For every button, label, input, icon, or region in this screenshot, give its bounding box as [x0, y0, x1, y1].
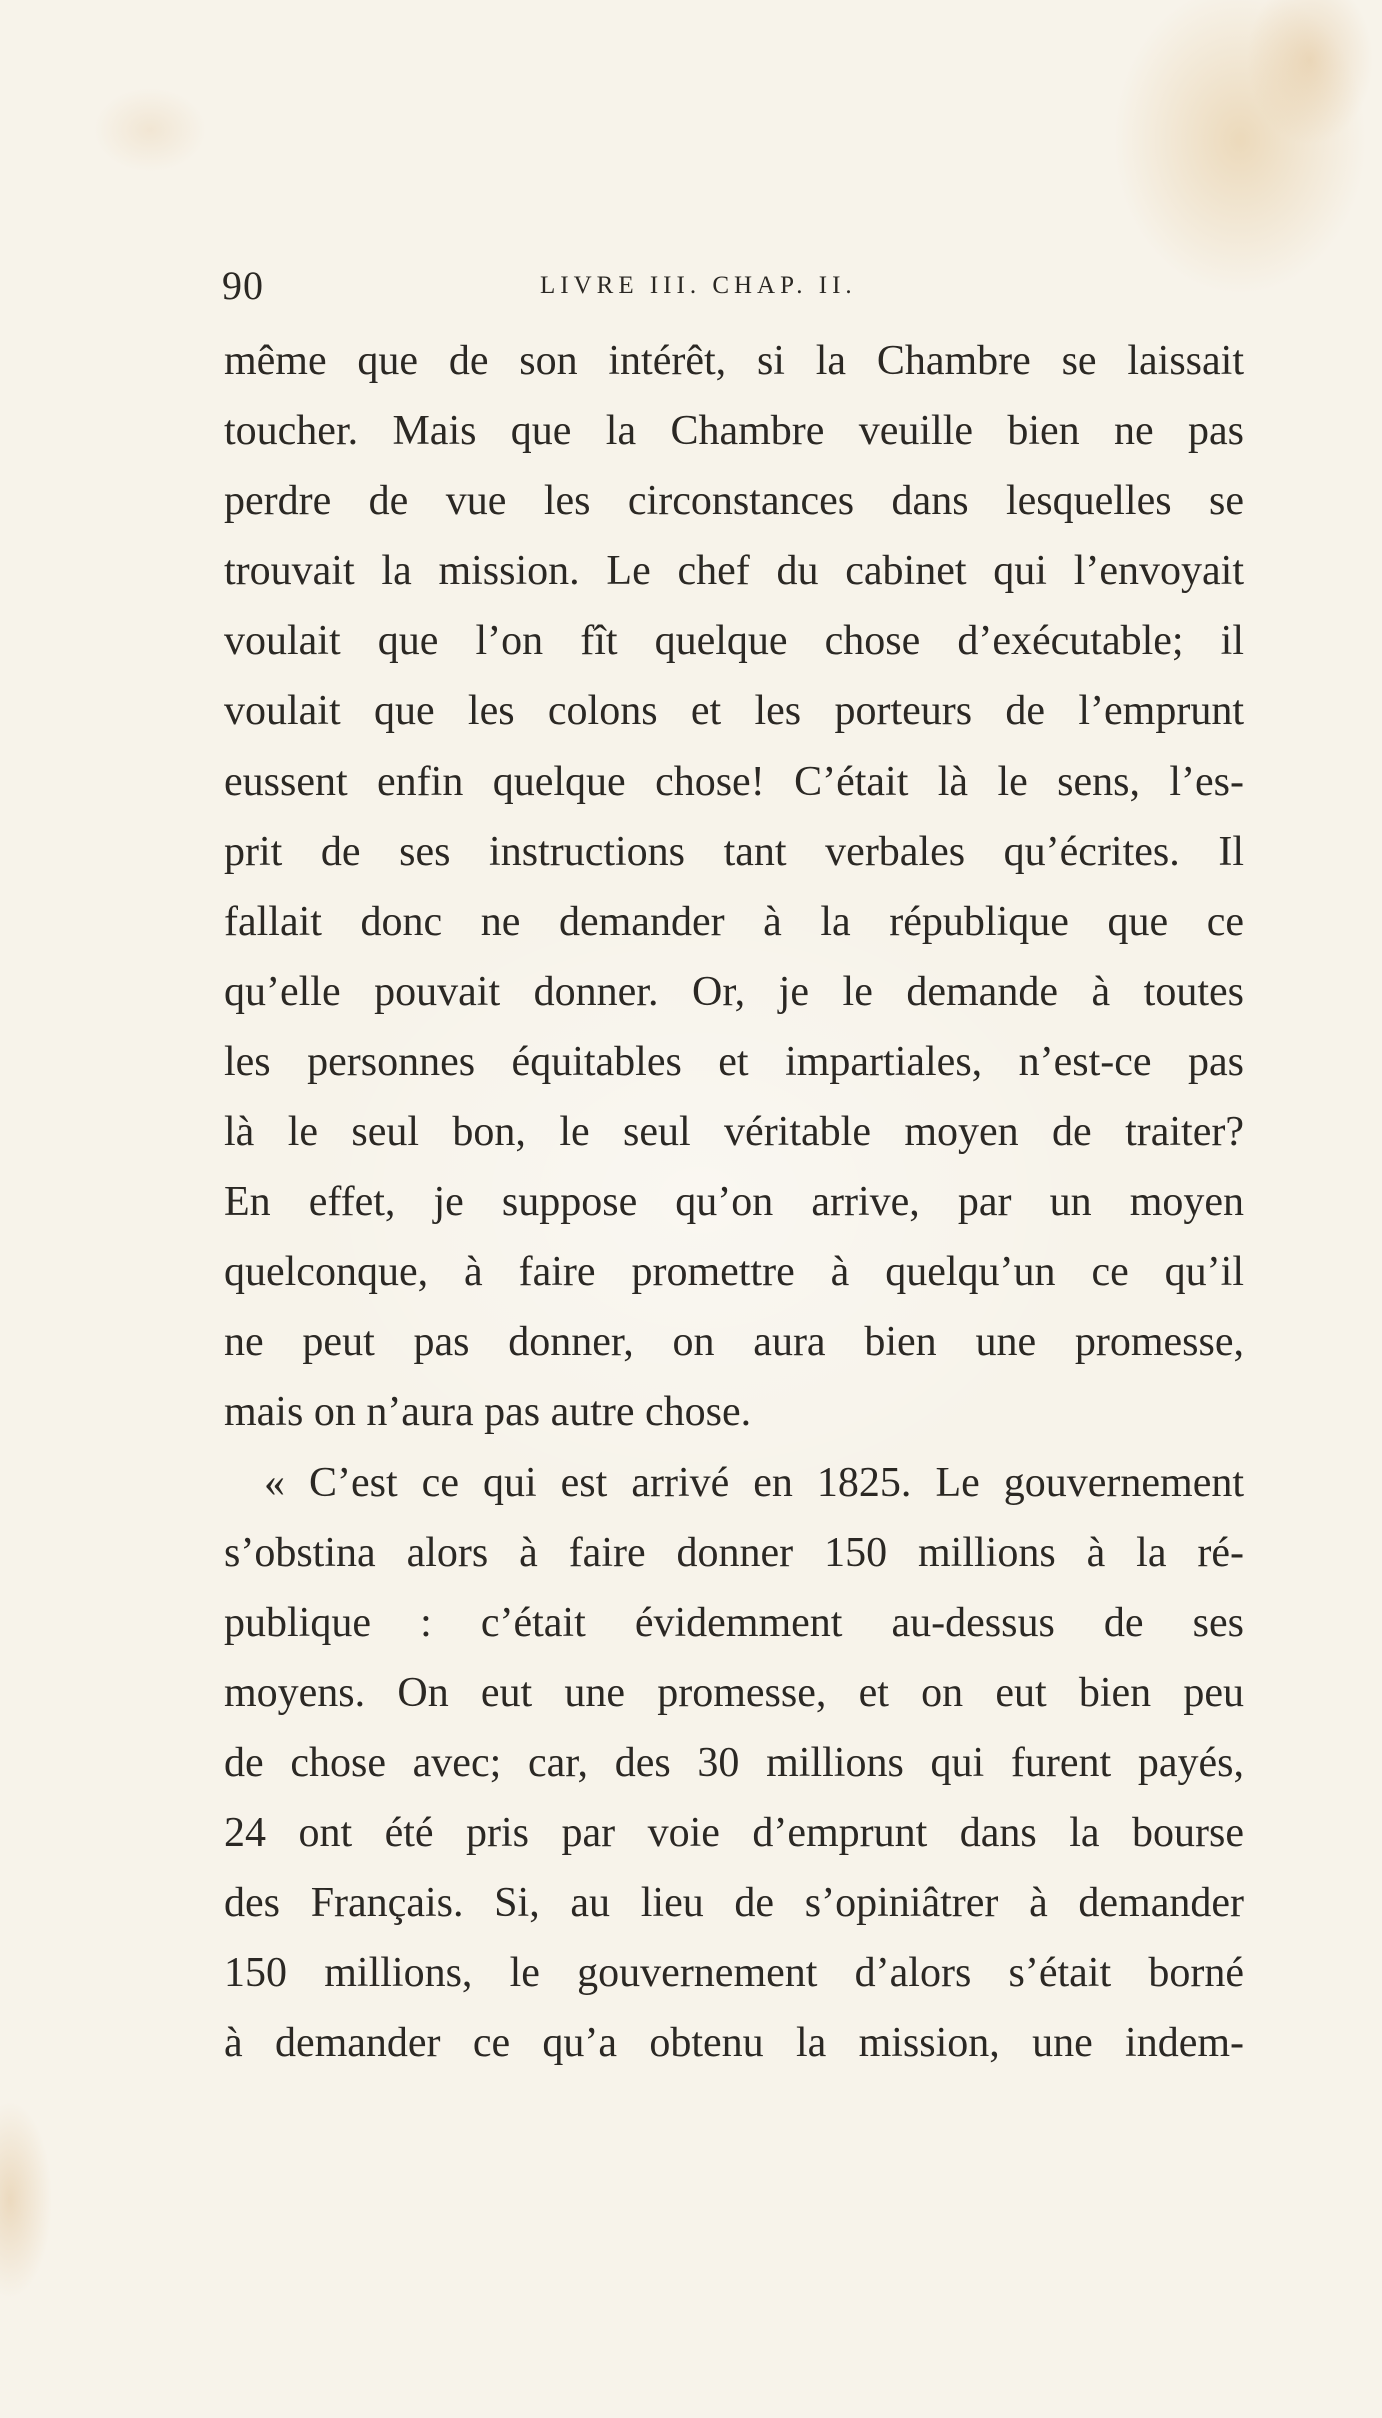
- paragraph-start-line: « C’est ce qui est arrivé en 1825. Le gouvernement: [264, 1459, 1244, 1506]
- text-line: même que de son intérêt, si la Chambre se laissait: [224, 338, 1244, 384]
- paragraph-end-line: mais on n’aura pas autre chose.: [224, 1389, 752, 1436]
- page-number: 90: [222, 263, 264, 308]
- text-line: trouvait la mission. Le chef du cabinet qui l’envoyait: [224, 548, 1244, 595]
- body-text: [224, 326, 1244, 2078]
- text-line: fallait donc ne demander à la république que ce: [224, 898, 1244, 945]
- text-line: voulait que l’on fît quelque chose d’exécutable; il: [224, 618, 1244, 665]
- text-line: eussent enfin quelque chose! C’était là le sens, l’es-: [224, 758, 1244, 805]
- text-line: En effet, je suppose qu’on arrive, par un moyen: [224, 1179, 1244, 1226]
- text-line: qu’elle pouvait donner. Or, je le demande à toutes: [224, 968, 1244, 1015]
- text-line: 150 millions, le gouvernement d’alors s’était borné: [224, 1950, 1244, 1997]
- text-line: à demander ce qu’a obtenu la mission, une indem-: [224, 2020, 1244, 2067]
- text-line: moyens. On eut une promesse, et on eut bien peu: [224, 1669, 1244, 1716]
- text-line: voulait que les colons et les porteurs de l’emprunt: [224, 688, 1244, 735]
- text-line: publique : c’était évidemment au-dessus de ses: [224, 1599, 1244, 1646]
- text-line: ne peut pas donner, on aura bien une promesse,: [224, 1319, 1244, 1366]
- running-title: LIVRE III. CHAP. II.: [540, 272, 857, 299]
- text-line: toucher. Mais que la Chambre veuille bien ne pas: [224, 408, 1244, 455]
- running-head: [222, 254, 1242, 318]
- text-line: prit de ses instructions tant verbales qu’écrites. Il: [224, 828, 1244, 875]
- text-line: de chose avec; car, des 30 millions qui furent payés,: [224, 1739, 1244, 1786]
- text-line: perdre de vue les circonstances dans lesquelles se: [224, 478, 1244, 525]
- text-line: là le seul bon, le seul véritable moyen de traiter?: [224, 1109, 1244, 1156]
- text-line: 24 ont été pris par voie d’emprunt dans la bourse: [224, 1809, 1244, 1856]
- text-line: quelconque, à faire promettre à quelqu’un ce qu’il: [224, 1249, 1244, 1296]
- text-line: s’obstina alors à faire donner 150 millions à la ré-: [224, 1529, 1244, 1576]
- text-line: les personnes équitables et impartiales, n’est-ce pas: [224, 1038, 1244, 1085]
- text-line: des Français. Si, au lieu de s’opiniâtrer à demander: [224, 1880, 1244, 1927]
